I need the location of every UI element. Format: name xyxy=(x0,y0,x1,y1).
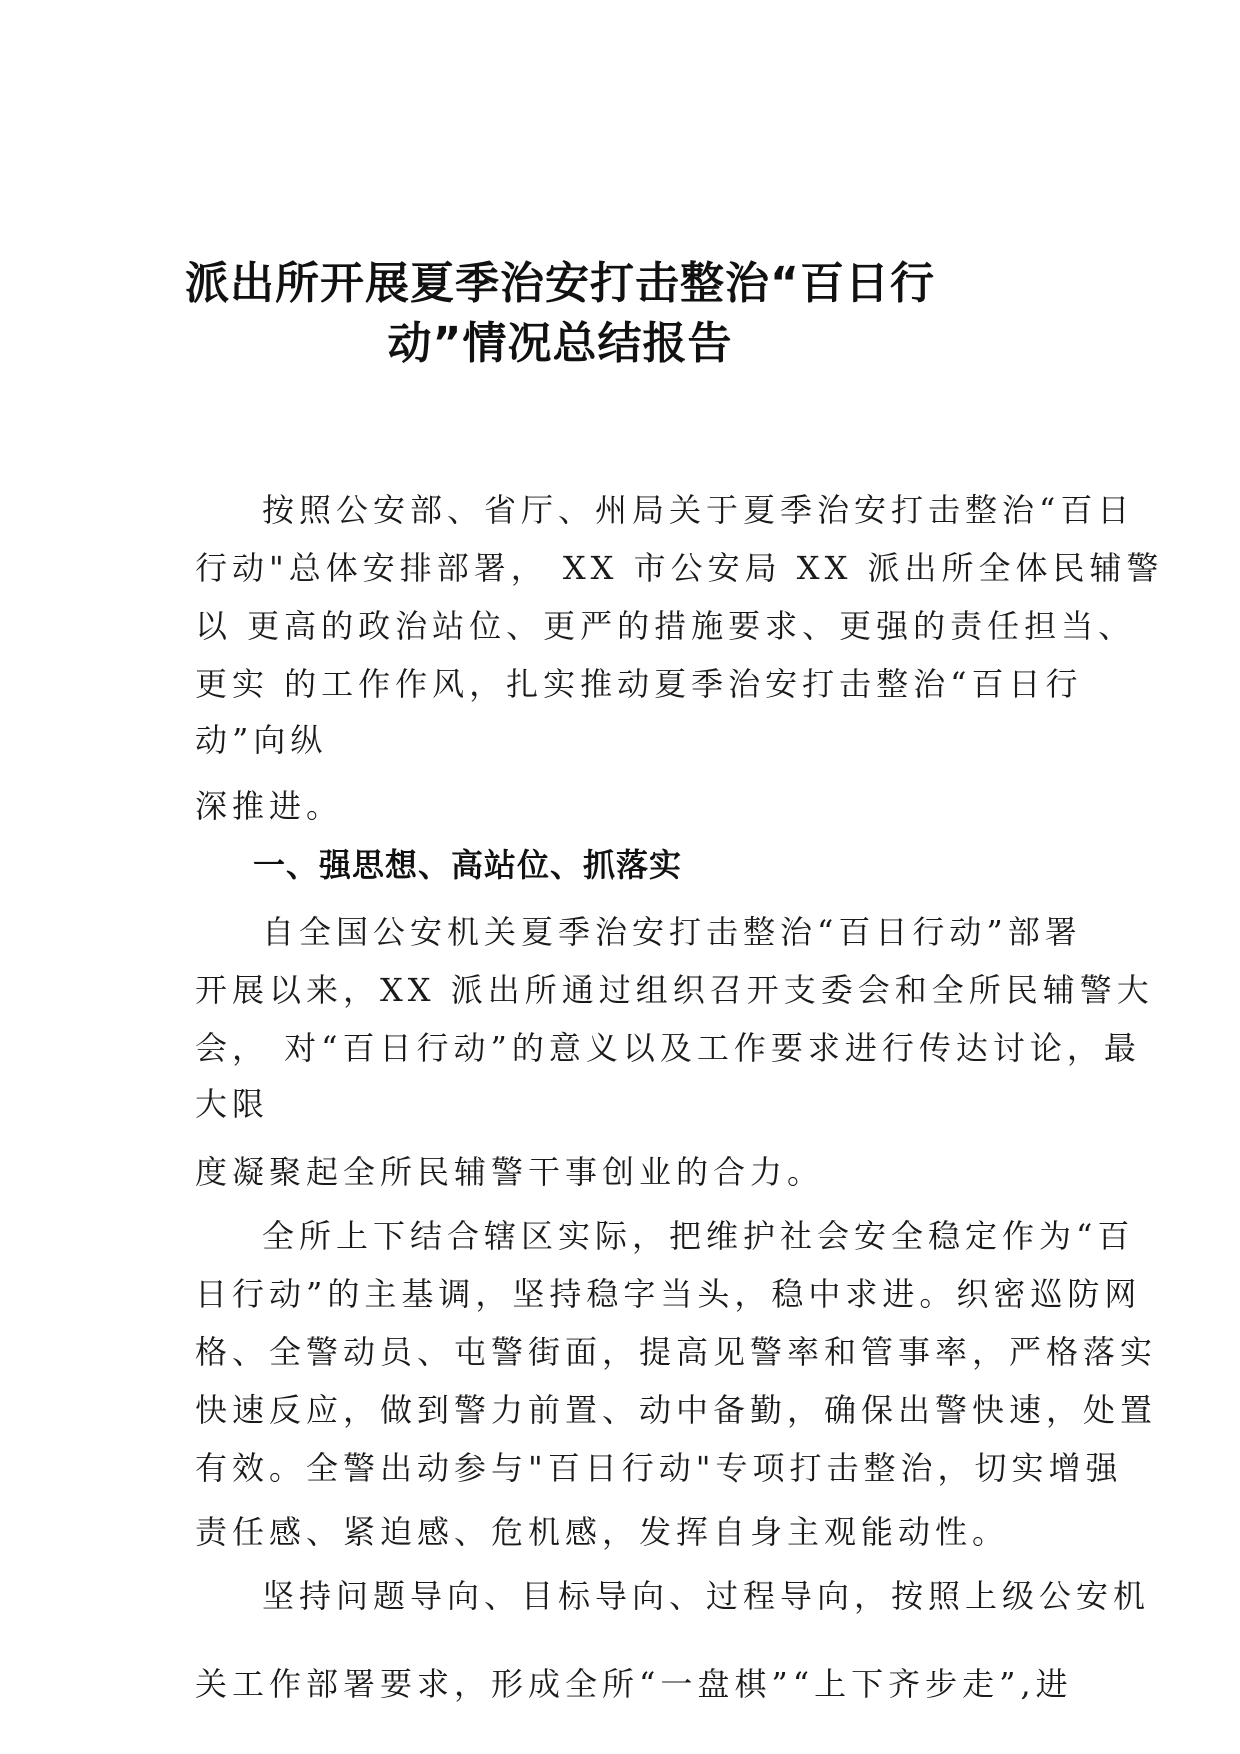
paragraph-line: 格、全警动员、屯警街面，提高见警率和管事率，严格落实 xyxy=(195,1333,1158,1371)
paragraph-line: 关工作部署要求，形成全所“一盘棋”“上下齐步走”,进 xyxy=(195,1665,1073,1703)
paragraph-line: 有效。全警出动参与"百日行动"专项打击整治，切实增强 xyxy=(195,1449,1123,1487)
paragraph-line: 日行动”的主基调，坚持稳字当头，稳中求进。织密巡防网 xyxy=(195,1275,1142,1313)
paragraph-line: 快速反应，做到警力前置、动中备勤，确保出警快速，处置 xyxy=(195,1391,1158,1429)
paragraph-line: 以 更高的政治站位、更严的措施要求、更强的责任担当、 xyxy=(195,607,1136,645)
document-title-line-2: 动”情况总结报告 xyxy=(387,318,733,369)
paragraph-line: 责任感、紧迫感、危机感，发挥自身主观能动性。 xyxy=(195,1513,1010,1551)
paragraph-line: 全所上下结合辖区实际，把维护社会安全稳定作为“百 xyxy=(262,1217,1135,1255)
document-title-line-1: 派出所开展夏季治安打击整治“百日行 xyxy=(185,258,935,309)
paragraph-line: 更实 的工作作风，扎实推动夏季治安打击整治“百日行 xyxy=(195,665,1083,703)
paragraph-line: 行动"总体安排部署， XX 市公安局 XX 派出所全体民辅警 xyxy=(195,549,1164,587)
paragraph-line: 按照公安部、省厅、州局关于夏季治安打击整治“百日 xyxy=(262,491,1135,529)
section-heading: 一、强思想、高站位、抓落实 xyxy=(253,846,683,884)
paragraph-line: 大限 xyxy=(195,1085,270,1123)
paragraph-line: 坚持问题导向、目标导向、过程导向，按照上级公安机 xyxy=(262,1577,1151,1615)
paragraph-line: 度凝聚起全所民辅警干事创业的合力。 xyxy=(195,1153,825,1191)
paragraph-line: 深推进。 xyxy=(195,787,344,825)
paragraph-line: 自全国公安机关夏季治安打击整治“百日行动”部署 xyxy=(262,913,1082,951)
paragraph-line: 开展以来，XX 派出所通过组织召开支委会和全所民辅警大 xyxy=(195,971,1154,1009)
paragraph-line: 动”向纵 xyxy=(195,721,328,759)
paragraph-line: 会， 对“百日行动”的意义以及工作要求进行传达讨论，最 xyxy=(195,1029,1141,1067)
